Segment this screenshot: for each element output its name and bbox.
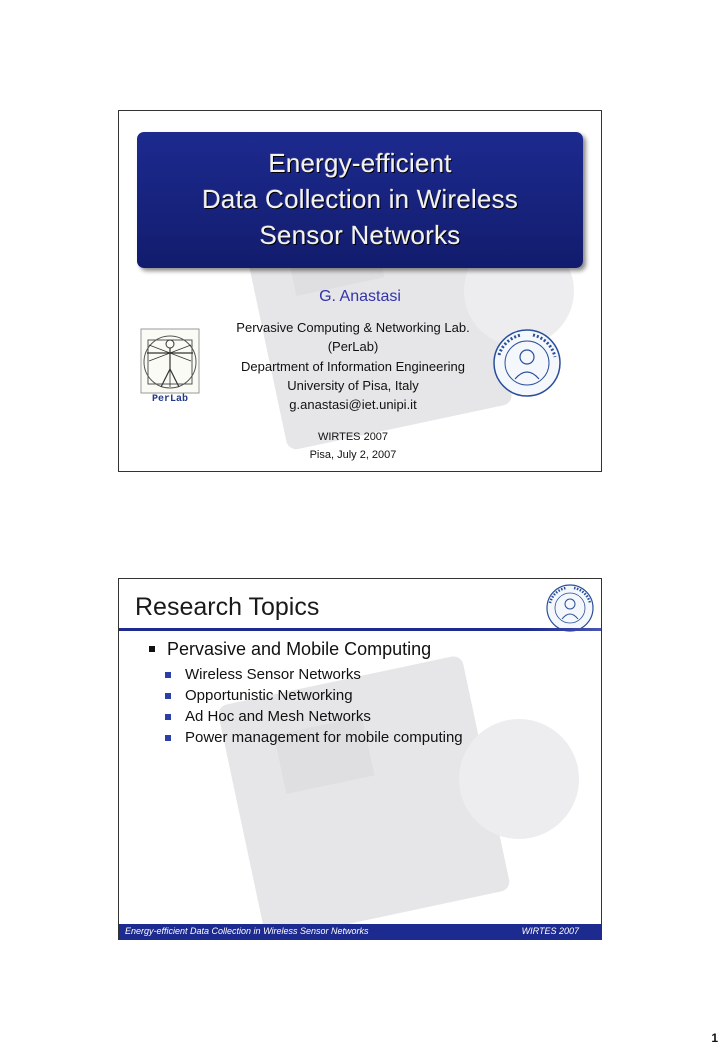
bullet-item bbox=[149, 639, 463, 660]
research-topics-slide bbox=[118, 578, 602, 940]
square-bullet-icon bbox=[165, 714, 171, 720]
sub-bullet-item bbox=[165, 729, 463, 746]
author-name: G. Anastasi bbox=[319, 288, 401, 305]
perlab-logo-label: PerLab bbox=[151, 394, 188, 405]
title-line-3: Sensor Networks bbox=[259, 220, 461, 250]
footer-event: WIRTES 2007 bbox=[521, 926, 579, 936]
title-underline-bar bbox=[119, 628, 601, 631]
bullet-list bbox=[149, 639, 463, 750]
square-bullet-icon bbox=[165, 672, 171, 678]
square-bullet-icon bbox=[165, 735, 171, 741]
event-name: WIRTES 2007 bbox=[317, 431, 389, 443]
footer-title: Energy-efficient Data Collection in Wireless Sensor Networks bbox=[125, 926, 369, 936]
university-seal-icon bbox=[545, 583, 595, 633]
title-line-1: Energy-efficient bbox=[268, 148, 452, 178]
bullet-text: Pervasive and Mobile Computing bbox=[167, 639, 432, 659]
square-bullet-icon bbox=[165, 693, 171, 699]
title-line-2: Data Collection in Wireless bbox=[201, 184, 519, 214]
slide-title: Research Topics bbox=[135, 593, 320, 621]
sub-bullet-item bbox=[165, 687, 463, 704]
slide-footer bbox=[119, 924, 601, 939]
vitruvian-man-icon bbox=[139, 327, 201, 397]
sub-bullet-text: Ad Hoc and Mesh Networks bbox=[185, 708, 371, 725]
page-number: 1 bbox=[711, 1031, 718, 1045]
affiliation-university: University of Pisa, Italy bbox=[287, 378, 419, 393]
title-box bbox=[137, 132, 583, 268]
affiliation-lab: Pervasive Computing & Networking Lab. bbox=[236, 320, 470, 335]
affiliation-lab-short: (PerLab) bbox=[327, 339, 379, 354]
sub-bullet-text: Wireless Sensor Networks bbox=[185, 666, 361, 683]
title-slide bbox=[118, 110, 602, 472]
university-seal-icon bbox=[491, 327, 563, 399]
affiliation-department: Department of Information Engineering bbox=[240, 359, 465, 374]
sub-bullet-item bbox=[165, 666, 463, 683]
email-link[interactable]: g.anastasi@iet.unipi.it bbox=[289, 397, 417, 412]
event-date: Pisa, July 2, 2007 bbox=[309, 449, 397, 461]
sub-bullet-item bbox=[165, 708, 463, 725]
sub-bullet-text: Opportunistic Networking bbox=[185, 687, 353, 704]
square-bullet-icon bbox=[149, 646, 155, 652]
sub-bullet-text: Power management for mobile computing bbox=[185, 729, 463, 746]
